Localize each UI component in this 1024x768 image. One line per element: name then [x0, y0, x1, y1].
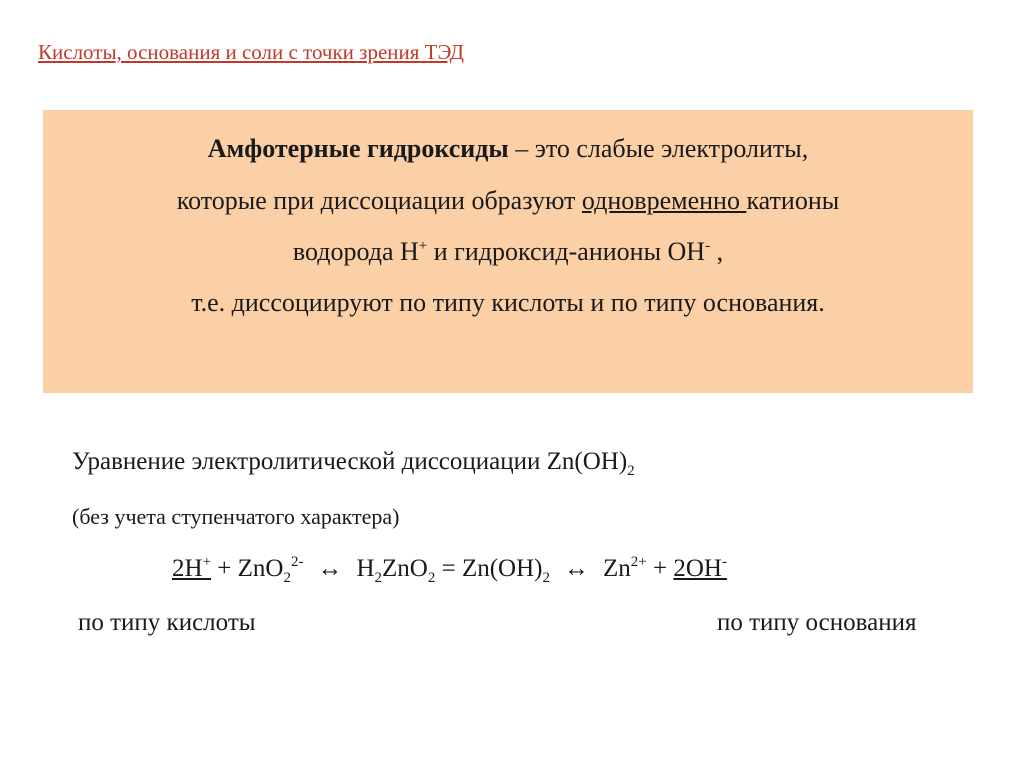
definition-line-1	[43, 134, 973, 164]
hydroxide-ion: 2OH	[673, 555, 722, 582]
acid-form-zno: ZnO	[382, 555, 428, 582]
hydroxide-ion-charge: -	[721, 554, 727, 570]
definition-box	[43, 110, 973, 393]
dissociation-equation	[172, 554, 727, 586]
zincate-sub: 2	[283, 570, 291, 586]
base-form: = Zn(OH)	[435, 555, 543, 582]
zincate-charge: 2-	[290, 554, 304, 570]
hydrogen-ion-charge: +	[202, 554, 212, 570]
caption-base-type: по типу основания	[717, 609, 917, 636]
equation-heading-sub: 2	[627, 463, 635, 479]
equation-heading-text: Уравнение электролитической диссоциации Zn(OH)	[72, 448, 628, 475]
equation-note: (без учета ступенчатого характера)	[72, 504, 400, 529]
hydrogen-ion: 2H	[172, 555, 203, 582]
definition-line-3	[43, 237, 973, 267]
definition-line-2-start: которые при диссоциации образуют	[176, 186, 582, 215]
hydrogen-charge: +	[418, 238, 428, 254]
equilibrium-arrow-left: ↔	[317, 555, 343, 582]
zinc-ion-charge: 2+	[630, 554, 647, 570]
zincate-ion: + ZnO	[211, 555, 284, 582]
equation-heading	[72, 448, 635, 479]
definition-line-2	[43, 186, 973, 216]
acid-ion-group	[172, 555, 211, 582]
caption-acid-type: по типу кислоты	[78, 609, 256, 636]
slide-title: Кислоты, основания и соли с точки зрения ТЭД	[38, 40, 464, 64]
acid-form-zno-sub: 2	[427, 570, 436, 586]
definition-line-3-end: ,	[710, 237, 724, 266]
definition-line-3-start: водорода Н	[292, 237, 419, 266]
definition-line-2-end: катионы	[746, 186, 840, 215]
plus-sign: +	[646, 555, 674, 582]
base-form-sub: 2	[542, 570, 550, 586]
definition-term: Амфотерные гидроксиды	[207, 134, 509, 163]
acid-form-h: H	[356, 555, 375, 582]
equilibrium-arrow-right: ↔	[564, 555, 589, 582]
hydroxide-charge: -	[705, 238, 711, 254]
definition-line-1-rest: – это слабые электролиты,	[508, 134, 809, 163]
definition-line-4: т.е. диссоциируют по типу кислоты и по типу основания.	[191, 288, 825, 317]
zinc-ion: Zn	[603, 555, 631, 582]
definition-underlined-word: одновременно	[581, 186, 747, 215]
hydroxide-ion-group	[673, 555, 727, 582]
definition-line-3-mid: и гидроксид-анионы ОН	[427, 237, 706, 266]
acid-form-h-sub: 2	[374, 570, 383, 586]
